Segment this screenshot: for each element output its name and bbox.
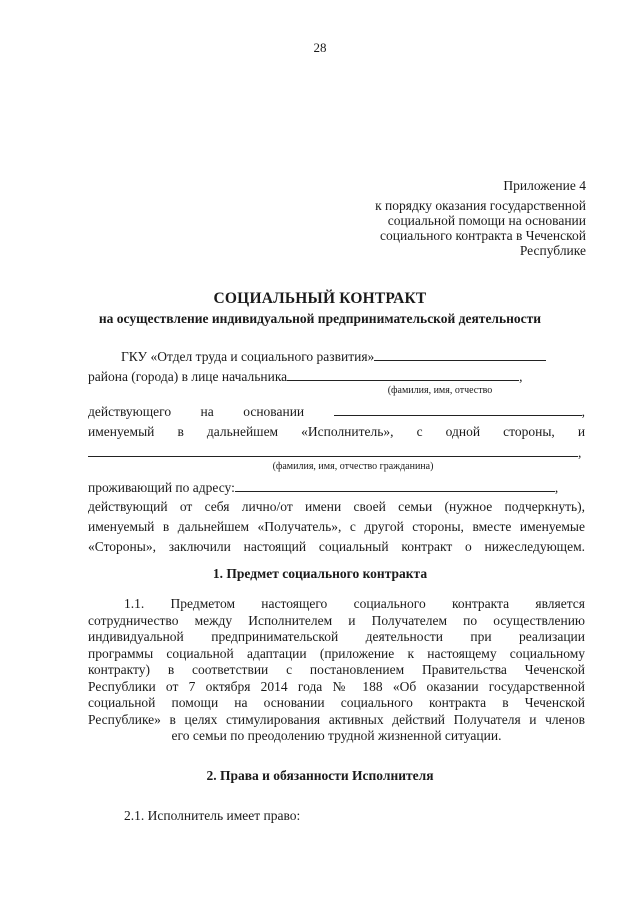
word: основании (243, 404, 305, 419)
section-1-heading: 1. Предмет социального контракта (212, 566, 428, 581)
intro-line-3: действующего на основании , (88, 404, 585, 419)
blank-field[interactable] (235, 479, 555, 492)
para-line: его семьи по преодолению трудной жизненной ситуации. (171, 728, 502, 743)
para-line: сотрудничество между Исполнителем и Получателем по осуществлению (88, 612, 585, 628)
page-number: 28 (313, 40, 327, 55)
blank-field[interactable] (88, 444, 578, 457)
section-1-paragraph (88, 596, 585, 745)
intro-line-7: действующий от себя лично/от имени своей семьи (нужное подчеркнуть), (88, 499, 585, 514)
word: дальнейшем (206, 424, 279, 439)
intro-line-9: «Стороны», заключили настоящий социальный контракт о нижеследующем. (88, 539, 585, 554)
word: с (416, 424, 423, 439)
word: стороны, (503, 424, 555, 439)
appendix-line: социальной помощи на основании (387, 213, 586, 228)
word: в (177, 424, 184, 439)
section-2-item: 2.1. Исполнитель имеет право: (124, 808, 301, 823)
caption-citizen: (фамилия, имя, отчество гражданина) (272, 461, 434, 472)
contract-title: СОЦИАЛЬНЫЙ КОНТРАКТ (213, 290, 427, 307)
appendix-line: к порядку оказания государственной (375, 198, 586, 213)
para-line: 1.1. Предметом настоящего социального контракта является (124, 596, 585, 611)
section-2-heading: 2. Права и обязанности Исполнителя (206, 768, 434, 783)
word: именуемый (88, 424, 155, 439)
blank-field[interactable] (287, 368, 519, 381)
word: действующего (88, 404, 172, 419)
address-label: проживающий по адресу: (88, 480, 235, 495)
word: одной (445, 424, 481, 439)
para-line: Республике» в целях стимулирования активных действий Получателя и членов (88, 711, 585, 727)
intro-line-5: , (88, 444, 585, 461)
caption-fio: (фамилия, имя, отчество (387, 385, 493, 396)
para-line: программы социальной адаптации (приложение к настоящему социальному (88, 645, 585, 661)
appendix-title: Приложение 4 (503, 178, 586, 193)
word: «Исполнитель», (301, 424, 394, 439)
appendix-line: социального контракта в Чеченской (380, 228, 586, 243)
intro-line-8: именуемый в дальнейшем «Получатель», с другой стороны, вместе именуемые (88, 519, 585, 534)
para-line: индивидуальной предпринимательской деятельности при реализации (88, 629, 585, 644)
intro-line-2: района (города) в лице начальника , (88, 369, 523, 384)
word: на (200, 404, 214, 419)
para-line: Республики от 7 октября 2014 года № 188 «Об оказании государственной (88, 678, 585, 694)
intro-line-4 (88, 424, 585, 440)
para-line: контракту) в соответствии с постановлением Правительства Чеченской (88, 662, 585, 677)
intro-line-1 (88, 348, 585, 365)
word: и (577, 424, 586, 439)
intro-line-6: проживающий по адресу: , (88, 480, 559, 495)
intro-org-text: ГКУ «Отдел труда и социального развития» (121, 349, 375, 364)
appendix-line: Республике (519, 243, 586, 258)
contract-subtitle: на осуществление индивидуальной предпринимательской деятельности (98, 311, 542, 326)
para-line: социальной помощи на основании социального контракта в Чеченской (88, 695, 585, 710)
blank-field[interactable] (334, 403, 582, 416)
blank-field[interactable] (374, 348, 546, 361)
intro-head-text: района (города) в лице начальника (88, 369, 288, 384)
